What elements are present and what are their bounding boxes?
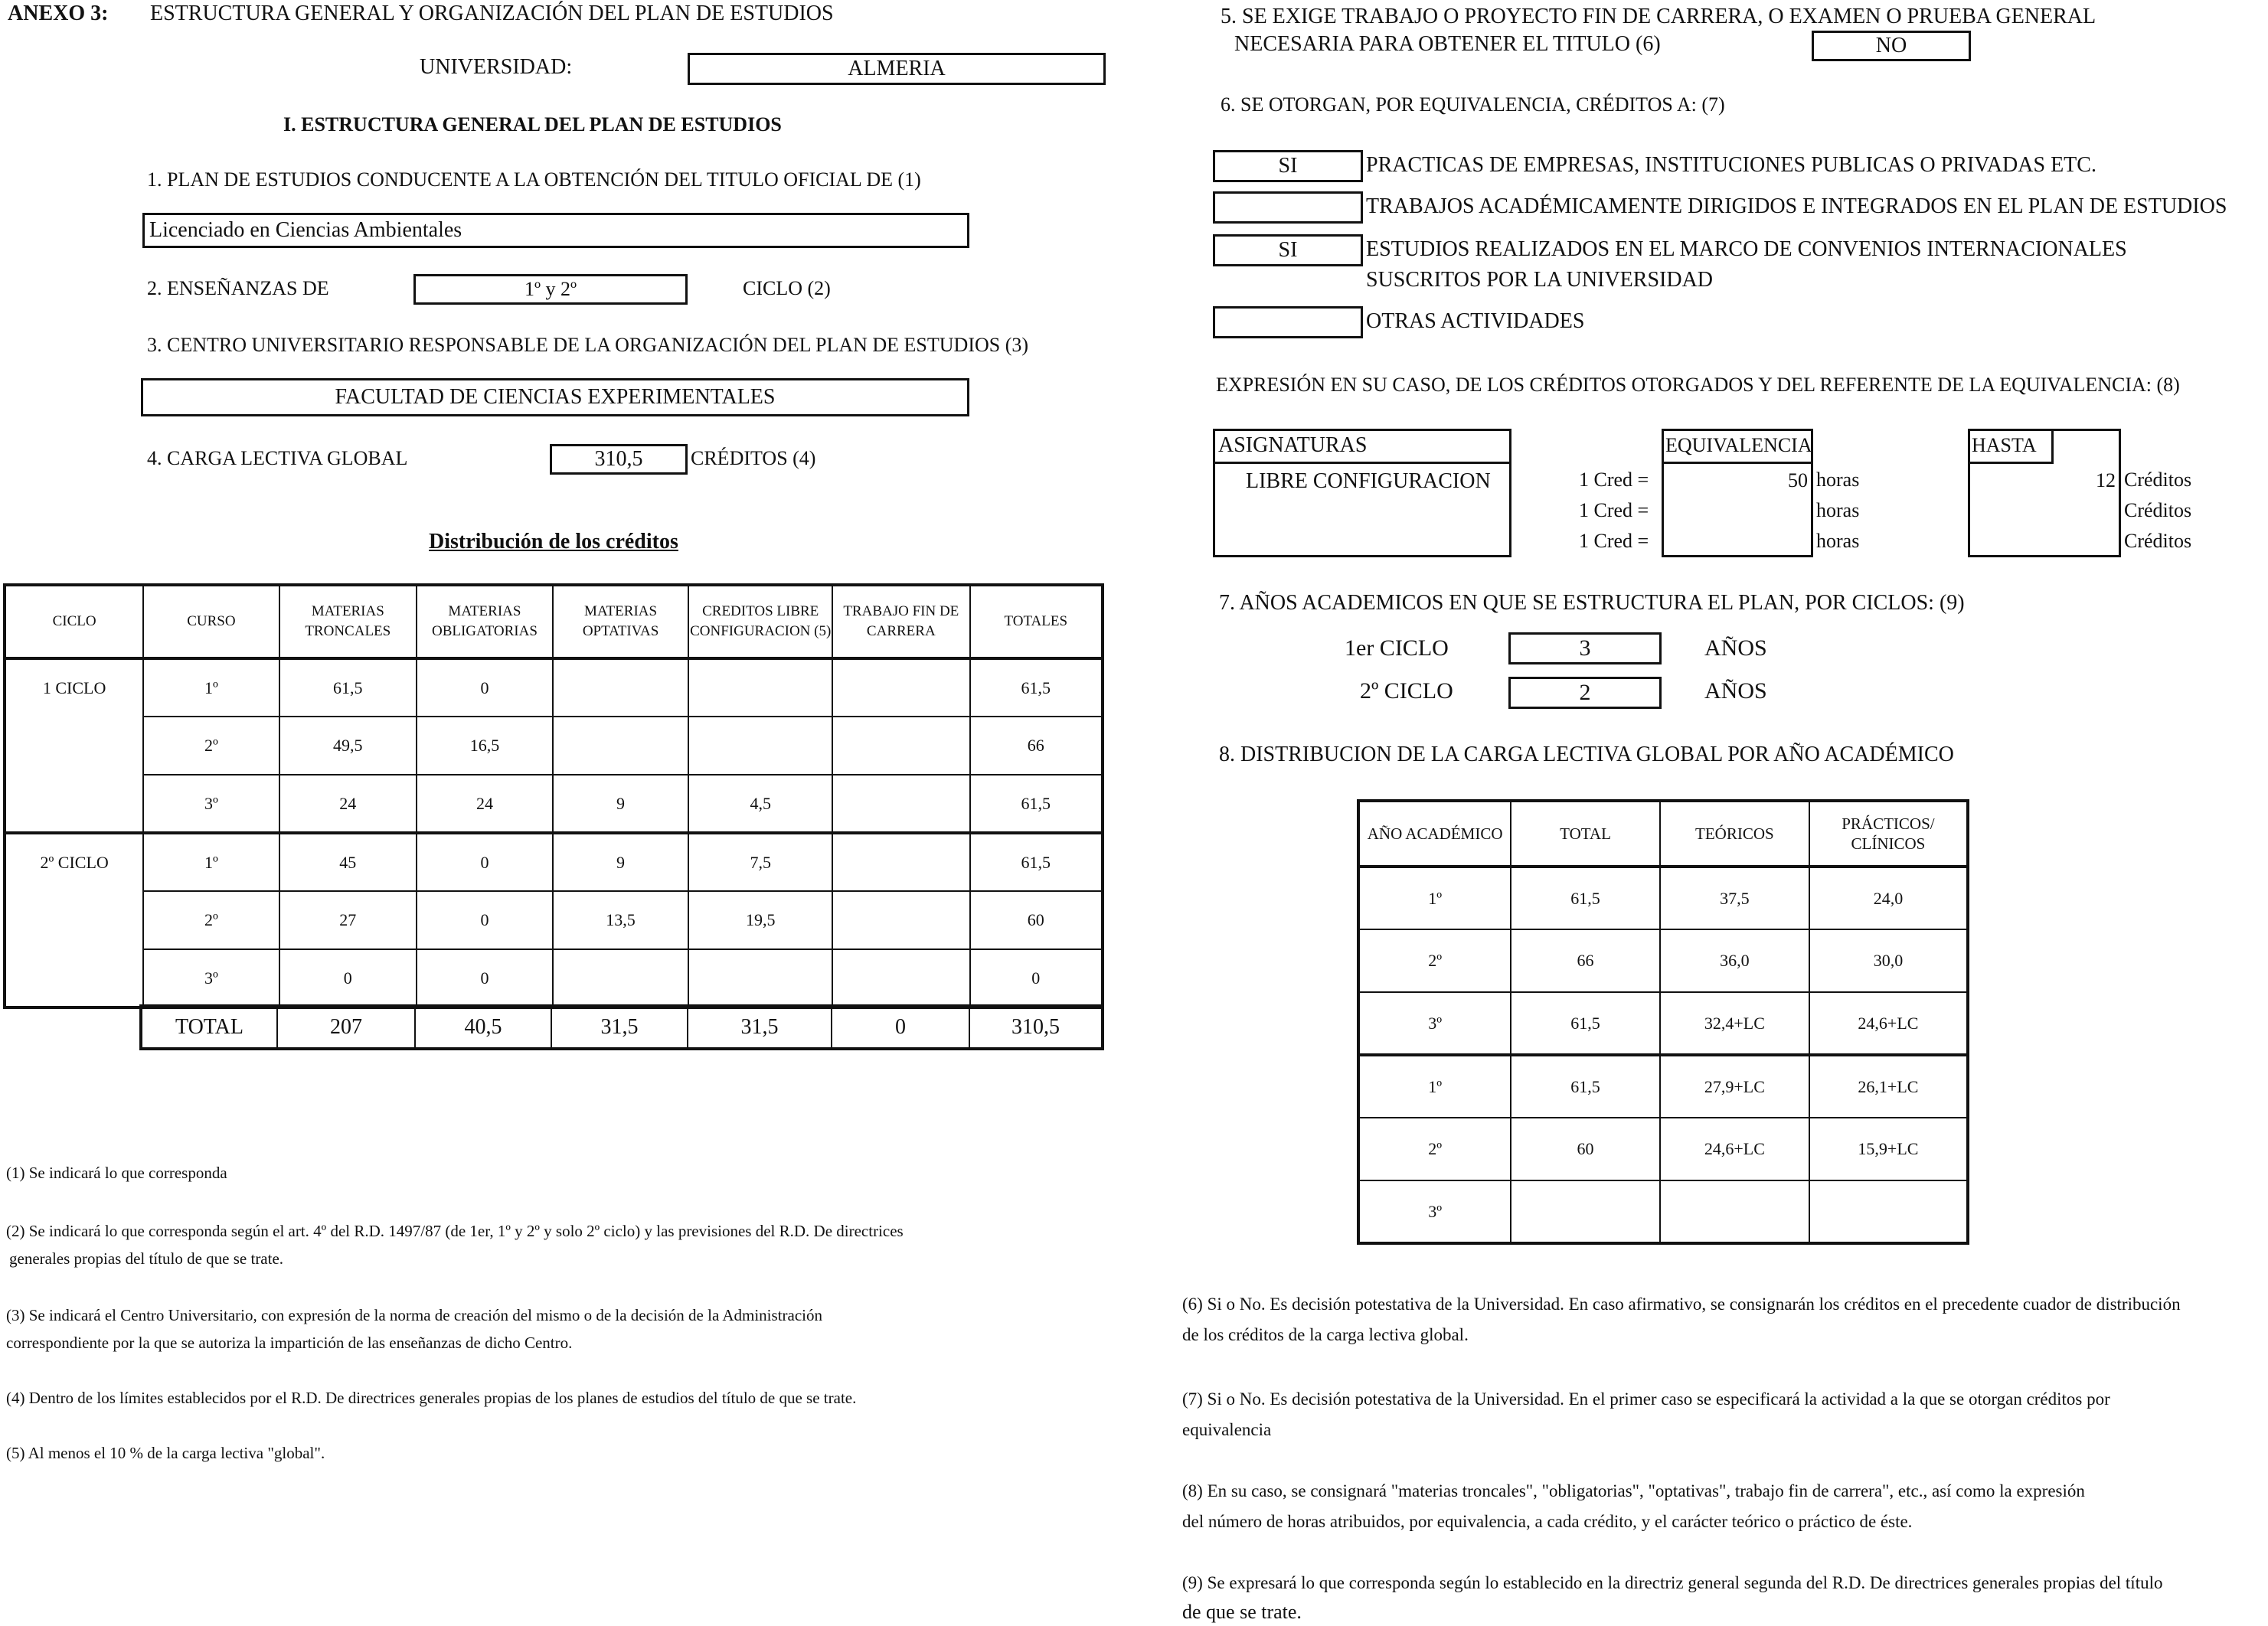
item7-label: 7. AÑOS ACADEMICOS EN QUE SE ESTRUCTURA EL PLAN, POR CICLOS: (9) (1219, 591, 1965, 615)
hasta-header: HASTA (1970, 431, 2054, 464)
option-practicas-box: SI (1213, 150, 1363, 182)
table-cell: 66 (970, 717, 1103, 775)
item1-label: 1. PLAN DE ESTUDIOS CONDUCENTE A LA OBTENCIÓN DEL TITULO OFICIAL DE (1) (147, 168, 921, 191)
col-header-total: TOTAL (1511, 801, 1660, 867)
table-cell: 7,5 (688, 833, 832, 891)
annex-label: ANEXO 3: (8, 2, 109, 25)
table-row (1358, 1180, 1968, 1243)
section-title: I. ESTRUCTURA GENERAL DEL PLAN DE ESTUDIOS (283, 113, 782, 136)
option-otras-label: OTRAS ACTIVIDADES (1366, 309, 1585, 333)
footnote-3: (3) Se indicará el Centro Universitario, con expresión de la norma de creación del mismo o de la decisión de la Administración (6, 1306, 822, 1324)
total-cell: 310,5 (969, 1006, 1103, 1049)
table-cell: 4,5 (688, 775, 832, 833)
expression-label: EXPRESIÓN EN SU CASO, DE LOS CRÉDITOS OTORGADOS Y DEL REFERENTE DE LA EQUIVALENCIA: (8) (1216, 374, 2180, 396)
footnote-8-cont: del número de horas atribuidos, por equivalencia, a cada crédito, y el carácter teórico o práctico de éste. (1182, 1512, 1913, 1531)
footnote-2-cont: generales propias del título de que se trate. (9, 1249, 284, 1268)
table-row (5, 891, 1103, 949)
table-cell: 0 (279, 949, 417, 1007)
table-cell: 0 (970, 949, 1103, 1007)
footnote-6: (6) Si o No. Es decisión potestativa de la Universidad. En caso afirmativo, se consignarán los créditos en el precedente cuador de distribución (1182, 1295, 2181, 1314)
hasta-box (1968, 429, 2121, 557)
table-cell: 60 (1511, 1118, 1660, 1180)
university-field: ALMERIA (688, 53, 1106, 85)
table-cell: 9 (553, 833, 688, 891)
table-cell: 37,5 (1660, 867, 1809, 929)
footnote-7: (7) Si o No. Es decisión potestativa de la Universidad. En el primer caso se especificará la actividad a la que se otorgan créditos por (1182, 1389, 2110, 1409)
item5-line2: NECESARIA PARA OBTENER EL TITULO (6) (1234, 32, 1661, 56)
table-cell: 61,5 (1511, 1055, 1660, 1118)
col-header-teoricos: TEÓRICOS (1660, 801, 1809, 867)
page-title: ESTRUCTURA GENERAL Y ORGANIZACIÓN DEL PLAN DE ESTUDIOS (150, 2, 834, 25)
table-cell (832, 891, 969, 949)
table-cell: 27 (279, 891, 417, 949)
table-cell: 66 (1511, 929, 1660, 992)
option-trabajos-label: TRABAJOS ACADÉMICAMENTE DIRIGIDOS E INTEGRADOS EN EL PLAN DE ESTUDIOS (1366, 194, 2227, 218)
table-cell: 9 (553, 775, 688, 833)
table-cell: 2º (1358, 929, 1511, 992)
credits-unit: Créditos (2124, 530, 2192, 552)
table-cell: 24,6+LC (1809, 992, 1968, 1055)
table-row (1358, 867, 1968, 929)
equivalencia-hours: 50 (1788, 469, 1808, 491)
cycles-field: 1º y 2º (413, 274, 688, 305)
footnote-7-cont: equivalencia (1182, 1420, 1272, 1439)
distribution-header-row (5, 585, 1103, 658)
col-header-ciclo: CICLO (5, 585, 143, 658)
cred-label: 1 Cred = (1579, 469, 1649, 491)
table-cell (1511, 1180, 1660, 1243)
table-cell: 2º (1358, 1118, 1511, 1180)
equivalencia-box (1662, 429, 1813, 557)
table-cell: 3º (143, 949, 279, 1007)
cycle2-years-unit: AÑOS (1704, 678, 1767, 704)
option-trabajos-box (1213, 191, 1363, 224)
cycle1-cell: 1 CICLO (5, 658, 143, 833)
table-cell (832, 658, 969, 717)
table-cell: 0 (417, 949, 553, 1007)
table-cell (832, 833, 969, 891)
cred-label: 1 Cred = (1579, 530, 1649, 552)
col-header-obligatorias: MATERIAS OBLIGATORIAS (417, 585, 553, 658)
table-cell (832, 775, 969, 833)
footnote-4: (4) Dentro de los límites establecidos por el R.D. De directrices generales propias de los planes de estudios del título de que se trate. (6, 1389, 857, 1407)
option-otras-box (1213, 306, 1363, 338)
cycle1-years-field: 3 (1508, 632, 1662, 664)
cycle1-years-label: 1er CICLO (1345, 635, 1449, 661)
footnote-2: (2) Se indicará lo que corresponda según el art. 4º del R.D. 1497/87 (de 1er, 1º y 2º y solo 2º ciclo) y las previsiones del R.D. De directrices (6, 1222, 904, 1240)
total-cell: 0 (832, 1006, 969, 1049)
table-cell (1809, 1180, 1968, 1243)
equivalencia-header: EQUIVALENCIA (1664, 431, 1811, 464)
table-cell: 1º (1358, 867, 1511, 929)
asignaturas-value: LIBRE CONFIGURACION (1246, 469, 1491, 493)
table-cell (553, 717, 688, 775)
footnote-9: (9) Se expresará lo que corresponda según lo establecido en la directriz general segunda del R.D. De directrices generales propias del título (1182, 1573, 2163, 1592)
item6-label: 6. SE OTORGAN, POR EQUIVALENCIA, CRÉDITOS A: (7) (1221, 93, 1725, 116)
table-cell: 1º (143, 658, 279, 717)
table-cell (688, 658, 832, 717)
table-cell: 24,0 (1809, 867, 1968, 929)
table-row (5, 949, 1103, 1007)
col-header-practicos: PRÁCTICOS/ CLÍNICOS (1809, 801, 1968, 867)
total-cell: 40,5 (415, 1006, 551, 1049)
table-cell: 0 (417, 891, 553, 949)
table-cell: 2º (143, 891, 279, 949)
table-cell: 24 (417, 775, 553, 833)
table-cell (832, 717, 969, 775)
item5-line1: 5. SE EXIGE TRABAJO O PROYECTO FIN DE CARRERA, O EXAMEN O PRUEBA GENERAL (1221, 5, 2096, 28)
cycle2-years-label: 2º CICLO (1360, 678, 1453, 704)
table-cell: 61,5 (1511, 992, 1660, 1055)
table-row (5, 658, 1103, 717)
col-header-totales: TOTALES (970, 585, 1103, 658)
table-cell: 19,5 (688, 891, 832, 949)
col-header-trabajo-fin: TRABAJO FIN DE CARRERA (832, 585, 969, 658)
table-cell: 32,4+LC (1660, 992, 1809, 1055)
cycle2-years-field: 2 (1508, 677, 1662, 709)
total-row (141, 1006, 1103, 1049)
table-row (1358, 1118, 1968, 1180)
hours-unit: horas (1816, 530, 1860, 552)
table-cell (832, 949, 969, 1007)
total-cell: 207 (277, 1006, 415, 1049)
table-cell: 1º (143, 833, 279, 891)
table-row (1358, 992, 1968, 1055)
col-header-troncales: MATERIAS TRONCALES (279, 585, 417, 658)
footnote-5: (5) Al menos el 10 % de la carga lectiva "global". (6, 1444, 325, 1462)
option-practicas-label: PRACTICAS DE EMPRESAS, INSTITUCIONES PUBLICAS O PRIVADAS ETC. (1366, 153, 2096, 177)
cycle1-years-unit: AÑOS (1704, 635, 1767, 661)
table-cell: 16,5 (417, 717, 553, 775)
cred-label: 1 Cred = (1579, 499, 1649, 521)
col-header-optativas: MATERIAS OPTATIVAS (553, 585, 688, 658)
item8-label: 8. DISTRIBUCION DE LA CARGA LECTIVA GLOBAL POR AÑO ACADÉMICO (1219, 743, 1954, 766)
asignaturas-header: ASIGNATURAS (1215, 431, 1509, 464)
table-row (5, 833, 1103, 891)
table-cell: 13,5 (553, 891, 688, 949)
total-cell: 31,5 (688, 1006, 832, 1049)
table-cell (553, 658, 688, 717)
total-cell: 31,5 (551, 1006, 688, 1049)
university-label: UNIVERSIDAD: (420, 55, 573, 79)
credits-distribution-table (3, 583, 1104, 1050)
table-cell: 45 (279, 833, 417, 891)
table-cell (553, 949, 688, 1007)
hasta-credits: 12 (2096, 469, 2116, 491)
table-cell: 1º (1358, 1055, 1511, 1118)
table-cell: 3º (1358, 992, 1511, 1055)
total-label: TOTAL (141, 1006, 277, 1049)
table-cell: 15,9+LC (1809, 1118, 1968, 1180)
annual-load-table (1357, 799, 1969, 1245)
table-cell: 24 (279, 775, 417, 833)
table-cell: 3º (1358, 1180, 1511, 1243)
col-header-libre-configuracion: CREDITOS LIBRE CONFIGURACION (5) (688, 585, 832, 658)
table-cell (1660, 1180, 1809, 1243)
table-cell: 0 (417, 833, 553, 891)
item2-label: 2. ENSEÑANZAS DE (147, 277, 329, 299)
table-row (5, 717, 1103, 775)
option-estudios-box: SI (1213, 234, 1363, 266)
item4-label: 4. CARGA LECTIVA GLOBAL (147, 447, 408, 469)
footnote-8: (8) En su caso, se consignará "materias troncales", "obligatorias", "optativas", trabajo fin de carrera", etc., así como la expresión (1182, 1481, 2085, 1500)
distribution-title: Distribución de los créditos (429, 530, 678, 553)
table-row (5, 775, 1103, 833)
item3-label: 3. CENTRO UNIVERSITARIO RESPONSABLE DE LA ORGANIZACIÓN DEL PLAN DE ESTUDIOS (3) (147, 334, 1029, 356)
cycle2-cell: 2º CICLO (5, 833, 143, 1007)
footnote-9-cont: de que se trate. (1182, 1601, 1302, 1623)
table-row (1358, 929, 1968, 992)
annual-load-header-row (1358, 801, 1968, 867)
item2-suffix: CICLO (2) (743, 277, 831, 299)
table-cell: 36,0 (1660, 929, 1809, 992)
table-cell: 61,5 (279, 658, 417, 717)
table-cell: 61,5 (970, 833, 1103, 891)
table-cell: 60 (970, 891, 1103, 949)
asignaturas-box (1213, 429, 1511, 557)
table-cell: 24,6+LC (1660, 1118, 1809, 1180)
table-cell: 3º (143, 775, 279, 833)
global-load-field: 310,5 (550, 444, 688, 475)
footnote-6-cont: de los créditos de la carga lectiva global. (1182, 1325, 1469, 1344)
table-cell: 49,5 (279, 717, 417, 775)
table-cell: 0 (417, 658, 553, 717)
table-cell: 27,9+LC (1660, 1055, 1809, 1118)
table-cell: 2º (143, 717, 279, 775)
option-estudios-label-cont: SUSCRITOS POR LA UNIVERSIDAD (1366, 268, 1714, 292)
table-cell: 61,5 (970, 658, 1103, 717)
footnote-1: (1) Se indicará lo que corresponda (6, 1164, 227, 1182)
table-cell (688, 949, 832, 1007)
col-header-ano: AÑO ACADÉMICO (1358, 801, 1511, 867)
hours-unit: horas (1816, 469, 1860, 491)
footnote-3-cont: correspondiente por la que se autoriza la impartición de las enseñanzas de dicho Centro. (6, 1334, 573, 1352)
table-cell: 61,5 (970, 775, 1103, 833)
degree-title-field: Licenciado en Ciencias Ambientales (142, 213, 969, 248)
credits-unit: Créditos (2124, 469, 2192, 491)
table-row (1358, 1055, 1968, 1118)
hours-unit: horas (1816, 499, 1860, 521)
table-cell (688, 717, 832, 775)
final-project-field: NO (1812, 31, 1971, 61)
table-cell: 26,1+LC (1809, 1055, 1968, 1118)
faculty-field: FACULTAD DE CIENCIAS EXPERIMENTALES (141, 378, 969, 416)
table-cell: 30,0 (1809, 929, 1968, 992)
table-cell: 61,5 (1511, 867, 1660, 929)
credits-unit: Créditos (2124, 499, 2192, 521)
col-header-curso: CURSO (143, 585, 279, 658)
item4-suffix: CRÉDITOS (4) (691, 447, 816, 469)
option-estudios-label: ESTUDIOS REALIZADOS EN EL MARCO DE CONVENIOS INTERNACIONALES (1366, 237, 2127, 261)
